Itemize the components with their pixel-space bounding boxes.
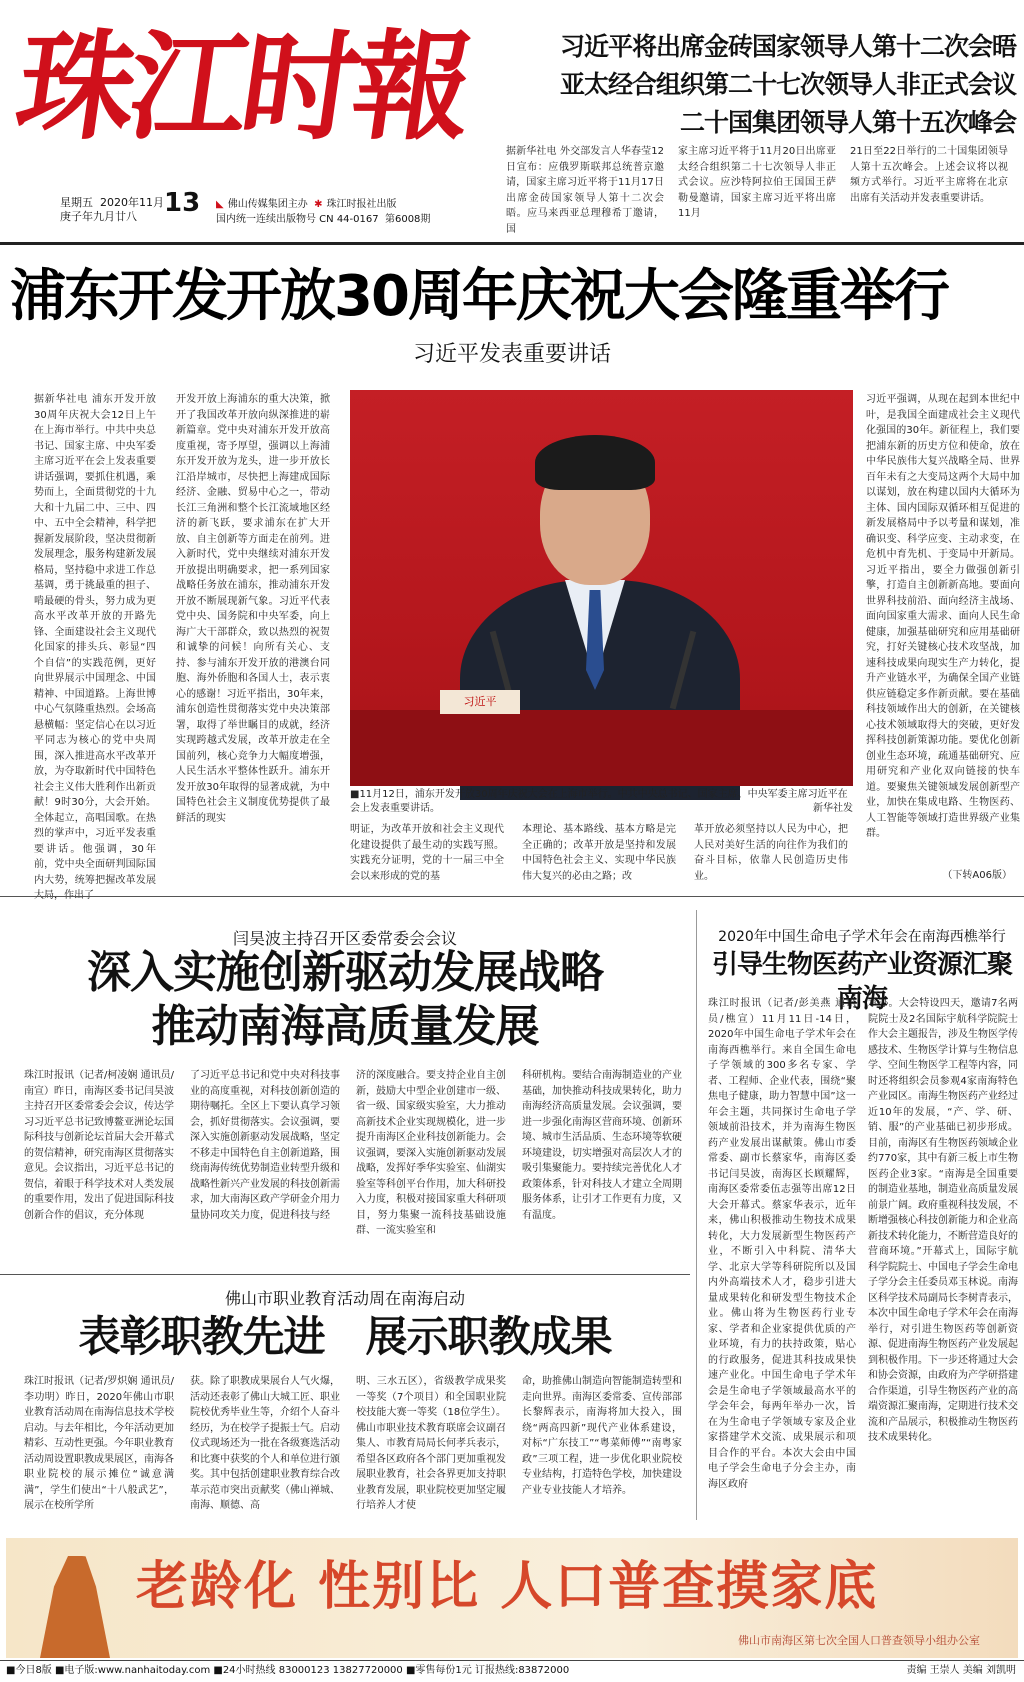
footer-info: ■今日8版 ■电子版:www.nanhaitoday.com ■24小时热线 83000123 13827720000 ■零售每份1元 订报热线:83872000 <box>6 1665 570 1676</box>
date-day: 13 <box>164 188 201 218</box>
sec4-col-4: 命，助推佛山制造向智能制造转型和走向世界。南海区委常委、宣传部部长黎辉表示，南海将加大投入，围绕“两高四新”现代产业体系建设，对标“广东技工”“粤菜师傅”“南粤家政”三项工程，进一步优化职业院校专业结构，打造特色学校，加快建设产业专业技能人才培养。 <box>522 1376 682 1496</box>
banner-text: 老龄化 性别比 人口普查摸家底 <box>136 1556 879 1617</box>
masthead-rule <box>0 242 1024 245</box>
sec4-headline-part: 展示职教成果 <box>365 1312 612 1361</box>
top-brief <box>506 144 1018 235</box>
sec2-kicker: 闫昊波主持召开区委常委会会议 <box>232 929 457 948</box>
photo-person-hair <box>535 435 655 490</box>
sec4-kicker: 佛山市职业教育活动周在南海启动 <box>224 1289 465 1308</box>
issn: 国内统一连续出版物号 CN 44-0167 <box>216 214 379 225</box>
sec3-kicker: 2020年中国生命电子学术年会在南海西樵举行 <box>718 929 1006 945</box>
sec2-col-1: 珠江时报讯（记者/柯凌娴 通讯员/南宣）昨日，南海区委书记闫昊波主持召开区委常委会会议，传达学习习近平总书记致博鳌亚洲论坛国际科技与创新论坛首届大会开幕式的贺信精神，研究南海区贯彻落实意见。会议指出，习近平总书记的贺信，着眼于科学技术对人类发展的重要作用，发出了促进国际科技创新合作的倡议，充分体现 <box>24 1070 174 1221</box>
banner-sub: 佛山市南海区第七次全国人口普查领导小组办公室 <box>738 1634 980 1647</box>
top-brief-col: 家主席习近平将于11月20日出席亚太经合组织第二十七次领导人非正式会议。应沙特阿拉伯王国国王萨勒曼邀请，国家主席习近平将出席11月 <box>678 146 836 219</box>
sec3-col-2: 承办。大会特设四天，邀请7名两院院士及2名国际宇航科学院院士作大会主题报告，涉及生物医学传感技术、生物医学计算与生物信息学、空间生物医学工程等内容，同时还将组织会员参观4家南海特色产业园区。南海生物医药产业经过近10年的发展，“产、学、研、销、服”的产业基础已初步形成。目前，南海区有生物医药领域企业约770家，其中有新三板上市生物医药企业3家。“南海是全国重要的制造业基地，制造业高质量发展前景广阔。政府重视科技发展，不断增强核心科技创新能力和企业高新技术转化能力，不断营造良好的营商环境。”开幕式上，国际宇航科学院院士、中国电子学会生命电子学分会主任委员邓玉林说。南海区科学技术局副局长李树青表示，本次中国生命电子学术年会在南海举行，对引进生物医药等创新资源、促进南海生物医药产业发展起到积极作用。下一步还将通过大会和协会资源，由政府为产学研搭建合作渠道，引导生物医药产业的高端资源汇聚南海，定期进行技术交流和产品展示，积极推动生物医药技术成果转化。 <box>868 998 1018 1443</box>
footer <box>0 1660 1024 1682</box>
census-banner <box>6 1538 1018 1658</box>
main-col-1: 据新华社电 浦东开发开放30周年庆祝大会12日上午在上海市举行。中共中央总书记、国家主席、中央军委主席习近平在会上发表重要讲话强调，要抓住机遇，乘势而上，全面贯彻党的十九大和十九届二中、三中、四中、五中全会精神，科学把握新发展阶段，坚决贯彻新发展理念，服务构建新发展格局，坚持稳中求进工作总基调，勇于挑最重的担子、啃最硬的骨头，努力成为更高水平改革开放的开路先锋、全面建设社会主义现代化国家的排头兵、彰显“四个自信”的实践范例，更好向世界展示中国理念、中国精神、中国道路。上海世博中心气氛隆重热烈。会场高悬横幅：坚定信心在以习近平同志为核心的党中央周围，深入推进高水平改革开放，为夺取新时代中国特色社会主义伟大胜利作出新贡献！9时30分，大会开始。全体起立，高唱国歌。在热烈的掌声中，习近平发表重要讲话。他强调，30年前，党中央全面研判国际国内大势，统筹把握改革发展 <box>34 394 156 886</box>
top-brief-col: 21日至22日举行的二十国集团领导人第十五次峰会。上述会议将以视频方式举行。习近平主席将在北京出席有关活动并发表重要讲话。 <box>850 146 1008 204</box>
top-headline: 二十国集团领导人第十五次峰会 <box>679 108 1016 137</box>
sec3-headline: 引导生物医药产业资源汇聚南海 <box>711 950 1012 1014</box>
sec2-col-3: 济的深度融合。要支持企业自主创新，鼓励大中型企业创建市一级、省一级、国家级实验室，大力推动高新技术企业实现规模化，进一步提升南海区企业科技创新能力。会议强调，要深入实施创新驱动发展战略，发挥好季华实验室、仙湖实验室等科创平台作用，加大科研投入力度，积极对接国家重大科研项目，努力集聚一流科技基础设施群、一流实验室和 <box>356 1070 506 1236</box>
date-lunar: 庚子年九月廿八 <box>60 210 137 223</box>
sponsor: 佛山传媒集团主办 <box>227 199 308 210</box>
sec2-headline <box>0 946 690 1054</box>
caption-text: ■11月12日，浦东开发开放30周年庆祝大会在上海市举行。中共中央总书记、国家主席、中央军委主席习近平在会上发表重要讲话。 <box>350 789 848 814</box>
sec4-headline <box>0 1310 690 1364</box>
weekday: 星期五 <box>60 196 93 209</box>
photo-nameplate: 习近平 <box>440 690 520 714</box>
publication-info <box>216 197 430 227</box>
dateline <box>60 188 201 224</box>
main-col-3: 明证，为改革开放和社会主义现代化建设提供了最生动的实践写照。实践充分证明，党的十一届三中全会以来形成的党的基 <box>350 824 504 882</box>
issue-number: 第6008期 <box>384 214 431 225</box>
section-divider <box>0 1274 690 1275</box>
main-subhead: 习近平发表重要讲话 <box>412 342 611 367</box>
top-headline: 习近平将出席金砖国家领导人第十二次会晤 <box>559 32 1016 61</box>
masthead <box>8 17 498 156</box>
main-col-4: 本理论、基本路线、基本方略是完全正确的；改革开放是坚持和发展中国特色社会主义、实现中华民族伟大复兴的必由之路；改 <box>522 824 676 882</box>
photo-credit: 新华社发 <box>813 803 853 814</box>
sec4-headline-part: 表彰职教先进 <box>78 1312 325 1361</box>
main-col-6: 习近平强调，从现在起到本世纪中叶，是我国全面建成社会主义现代化强国的30年。新征程上，我们要把浦东新的历史方位和使命，放在中华民族伟大复兴战略全局、世界百年未有之大变局这两个大局中加以谋划，放在构建以国内大循环为主体、国内国际双循环相互促进的新发展格局中予以考量和谋划，准确识变、科学应变、主动求变，在危机中育先机、于变局中开新局。习近平指出，要全力做强创新引擎，打造自主创新新高地。要面向世界科技前沿、面向经济主战场、面向国家重大需求、面向人民生命健康，加强基础研究和应用基础研究，打好关键核心技术攻坚战，加速科技成果向现实生产力转化，提升产业链水平，为确保全国产业链供应链稳定多作新贡献。要在基础科技领域作出大的创新，在关键核心技术领域取得大的突破，更好发挥科技创新策源功能。要优化创新创业生态环境，疏通基础研究、应用研究和产业化双向链接的快车道。要聚焦关键领域发展创新型产业，加快在集成电路、生物医药、人工智能等领域打造世界级产业集群。 <box>866 394 1020 839</box>
main-col-2: 开发开放上海浦东的重大决策，掀开了我国改革开放向纵深推进的崭新篇章。党中央对浦东开发开放高度重视，寄予厚望，强调以上海浦东开发开放为龙头，进一步开放长江沿岸城市，尽快把上海建成国际经济、金融、贸易中心之一，带动长江三角洲和整个长江流域地区经济的新飞跃，要求浦东在扩大开放、自主创新等方面走在前列。进入新时代，党中央继续对浦东开发开放提出明确要求，把一系列国家战略任务放在浦东，推动浦东开发开放不断展现新气象。习近平代表党中央、国务院和中央军委，向上海广大干部群众，致以热烈的祝贺和诚挚的问候！向所有关心、支持、参与浦东开发开放的港澳台同胞、海外侨胞和各国人士，表示衷心的感谢！习近平指出，30年来，浦东创造性贯彻落实党中央决策部署，取得了举世瞩目的成就，经济实现跨越式发展，改革开放走在全国前列，核心竞争力大幅度增强，人民生活水平整体性跃升。浦东开发开放30年取得的显著成就，为中国特色社会主义制度优势提供了最鲜活的现实 <box>176 394 330 824</box>
masthead-logo: 珠江时報 <box>8 17 476 156</box>
continued-note: （下转A06版） <box>942 870 1012 881</box>
top-brief-col: 据新华社电 外交部发言人华春莹12日宣布：应俄罗斯联邦总统普京邀请，国家主席习近平将于11月17日出席金砖国家领导人第十二次会晤。应马来西亚总理穆希丁邀请，国 <box>506 146 664 235</box>
date-gregorian: 2020年11月 <box>100 196 164 209</box>
main-col-5: 革开放必须坚持以人民为中心，把人民对美好生活的向往作为我们的奋斗目标，依靠人民创造历史伟业。 <box>694 824 848 882</box>
main-photo <box>350 390 853 786</box>
publisher-icon: ✱ <box>314 199 323 210</box>
sec4-col-2: 获。除了职教成果展台人气火爆，活动还表彰了佛山大城工匠、职业院校优秀毕业生等，介绍个人奋斗经历，为在校学子提振士气。启动仪式现场还为一批在各级赛选活动和比赛中获奖的个人和单位进行颁奖。其中包括创建职业教育综合改革示范市突出贡献奖（佛山禅城、南海、顺德、高 <box>190 1376 340 1511</box>
column-divider <box>696 910 697 1520</box>
sec2-headline-line: 深入实施创新驱动发展战略 <box>87 947 603 998</box>
sec2-col-4: 科研机构。要结合南海制造业的产业基础，加快推动科技成果转化，助力南海经济高质量发展。会议强调，要进一步强化南海区营商环境、创新环境、城市生活品质、生态环境等软硬环境建设，切实增强对高层次人才的吸引集聚能力。要持续完善优化人才政策体系，针对科技人才建立全周期服务体系，让引才工作更有力度，又有温度。 <box>522 1070 682 1221</box>
top-headline: 亚太经合组织第二十七次领导人非正式会议 <box>559 70 1016 99</box>
main-headline: 浦东开发开放30周年庆祝大会隆重举行 <box>10 264 948 329</box>
top-headlines <box>496 28 1016 142</box>
publisher: 珠江时报社出版 <box>326 199 397 210</box>
sec4-col-3: 明、三水五区），省级教学成果奖一等奖（7个项目）和全国职业院校技能大赛一等奖（18位学生）。佛山市职业技术教育联席会议副召集人、市教育局局长何孝兵表示，希望各区政府各个部门更加重视发展职业教育，社会各界更加支持职业教育发展，职业院校更加坚定履行培养人才使 <box>356 1376 506 1511</box>
elderly-couple-icon <box>40 1556 110 1658</box>
photo-caption <box>350 788 853 816</box>
footer-editors: 责编 王崇人 美编 刘凯明 <box>906 1665 1016 1676</box>
sec2-col-2: 了习近平总书记和党中央对科技事业的高度重视，对科技创新创造的期待嘱托。全区上下要认真学习领会，抓好贯彻落实。会议强调，要深入实施创新驱动发展战略，坚定不移走中国特色自主创新道路，围绕南海传统优势制造业转型升级和战略性新兴产业发展的科技创新需求，加大南海区政产学研金介用力量协同攻关力度，促进科技与经 <box>190 1070 340 1221</box>
photo-desk <box>350 710 853 786</box>
sec4-col-1: 珠江时报讯（记者/罗炽娴 通讯员/李功明）昨日，2020年佛山市职业教育活动周在南海信息技术学校启动。与去年相比，今年活动更加精彩、互动性更强。今年职业教育活动周设置职教成果展区，南海各职业院校的展示摊位“诚意满满”，学生们使出“十八般武艺”，展示在校所学所 <box>24 1376 174 1511</box>
section-divider <box>0 896 1024 897</box>
sec2-headline-line: 推动南海高质量发展 <box>151 1001 539 1052</box>
sec3-col-1: 珠江时报讯（记者/彭美燕 通讯员/樵宣）11月11日-14日，2020年中国生命电子学术年会在南海西樵举行。来自全国生命电子学领域的300多名专家、学者、工程师、企业代表，围绕“聚焦电子健康，助力智慧中国”这一年会主题，共同探讨生命电子学领域前沿技术，并为南海生物医药产业发展出谋献策。佛山市委常委、副市长蔡家华，南海区委书记闫昊波，南海区长顾耀辉，南海区委常委伍志强等出席12日大会开幕式。蔡家华表示，近年来，佛山积极推动生物技术成果转化，大力发展新型生物医药产业，不断引入中科院、清华大学、北京大学等科研院所以及国内外高端技术人才，稳步引进大量成果转化和研发型生物技术企业。佛山将为生物医药行业专家、学者和企业家提供优质的产业环境，有力的扶持政策，贴心的行政服务，促进其科技成果快速产业化。中国生命电子学术年会是生命电子学领域最高水平的学会年会，每两年举办一次，旨在为生命电子学领域专家及企业家搭建学术交流、成果展示和项目合作的平台。本次大会由中国电子学会生命电子分会主办，南海区政府 <box>708 998 856 1490</box>
sponsor-icon: ◣ <box>216 199 224 210</box>
